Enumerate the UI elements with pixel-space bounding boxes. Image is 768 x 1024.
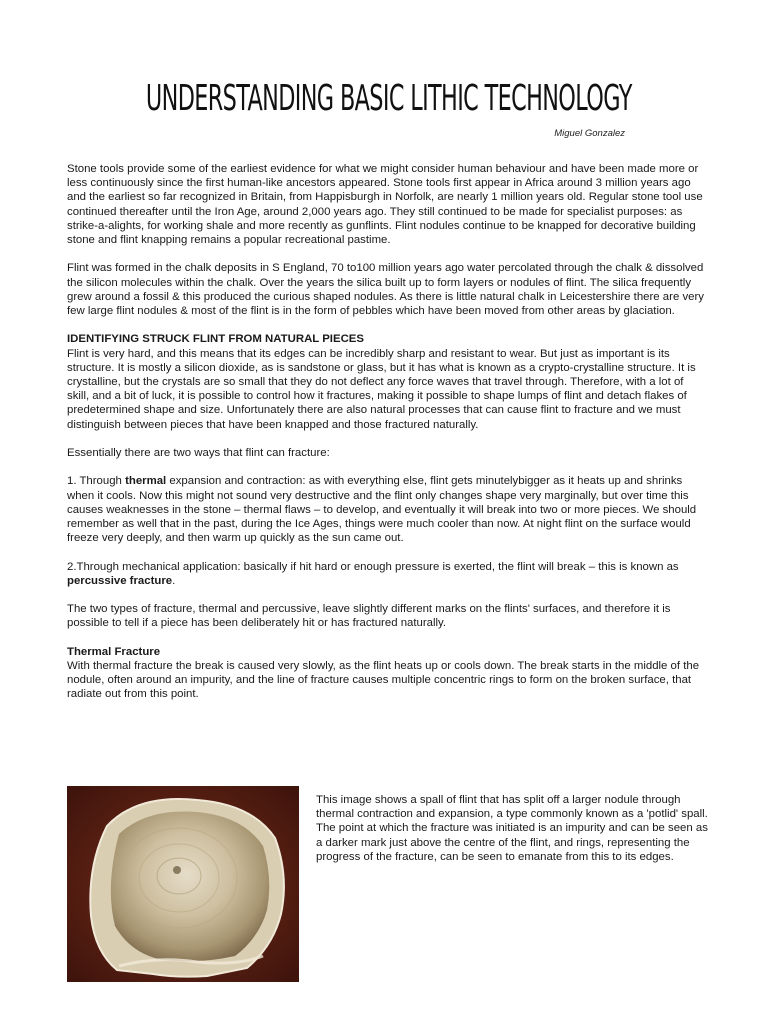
item2-rest: .: [172, 574, 176, 587]
flint-spall-illustration: [67, 786, 299, 982]
fracture-item-thermal: [67, 474, 707, 545]
document-body: [67, 162, 707, 716]
identifying-paragraph-1: Flint is very hard, and this means that its edges can be incredibly sharp and resistant to wear. But just as important is its structure. It is mostly a silicon dioxide, as is sandstone or glass, but it has what is known as a crypto-crystalline structure. It is crystalline, but the crystals are so small that they do not deflect any force waves that travel through. Therefore, with a lot of skill, and a bit of luck, it is possible to control how it fractures, making it possible to shape lumps of flint and detach flakes of predetermined shape and size. Unfortunately there are also natural processes that can cause flint to fracture and we must distinguish between pieces that have been knapped and those fractured naturally.: [67, 347, 696, 431]
figure-caption: This image shows a spall of flint that has split off a larger nodule through thermal contraction and expansion, a type commonly known as a 'potlid' spall. The point at which the fracture was initiated is an impurity and can be seen as a darker mark just above the centre of the flint, and rings, representing the progress of the fracture, can be seen to emanate from this to its edges.: [316, 794, 708, 863]
section-heading-thermal: Thermal Fracture: [67, 645, 161, 658]
item1-prefix: 1. Through: [67, 475, 126, 488]
fracture-item-percussive: [67, 560, 707, 588]
intro-paragraph-1: Stone tools provide some of the earliest evidence for what we might consider human behaviour and have been made more or less continuously since the first human-like ancestors appeared. Stone tools first appear in Africa around 3 million years ago and the earliest so far recognized in Britain, from Happisburgh in Norfolk, are nearly 1 million years old. Regular stone tool use continued thereafter until the Iron Age, around 2,000 years ago. They still continued to be made for specialist purposes: as strike-a-alights, for working shale and more recently as gunflints. Flint nodules continue to be knapped for decorative building stone and flint knapping remains a popular recreational pastime.: [67, 163, 703, 247]
item2-prefix: 2.Through mechanical application: basically if hit hard or enough pressure is exerted, the flint will break – this is known as: [67, 560, 679, 573]
item2-bold: percussive fracture: [67, 574, 173, 587]
item1-bold: thermal: [125, 475, 167, 488]
flint-spall-photo: [67, 786, 299, 982]
document-title: UNDERSTANDING BASIC LITHIC TECHNOLOGY: [145, 78, 632, 119]
intro-paragraph-2: Flint was formed in the chalk deposits in S England, 70 to100 million years ago water percolated through the chalk & dissolved the silicon molecules within the chalk. Over the years the silica built up to form layers or nodules of flint. The silica frequently grew around a fossil & this produced the curious shaped nodules. As there is little natural chalk in Leicestershire there are very few large flint nodules & most of the flint is in the form of pebbles which have been moved from other areas by glaciation.: [67, 262, 704, 318]
identifying-paragraph-3: The two types of fracture, thermal and percussive, leave slightly different marks on the flints' surfaces, and therefore it is possible to tell if a piece has been deliberately hit or has fractured naturally.: [67, 603, 671, 630]
thermal-paragraph-1: With thermal fracture the break is caused very slowly, as the flint heats up or cools down. The break starts in the middle of the nodule, often around an impurity, and the line of fracture causes multiple concentric rings to form on the broken surface, that radiate out from this point.: [67, 660, 700, 701]
section-heading-identifying: IDENTIFYING STRUCK FLINT FROM NATURAL PIECES: [67, 333, 364, 346]
identifying-paragraph-2: Essentially there are two ways that flint can fracture:: [67, 447, 330, 460]
item1-rest: expansion and contraction: as with everything else, flint gets minutelybigger as it heats up and shrinks when it cools. Now this might not sound very destructive and the flint only changes shape very marginally, but over time this causes weaknesses in the stone – thermal flaws – to develop, and eventually it will break into two or more pieces. We should remember as well that in the past, during the Ice Ages, things were much cooler than now. At night flint on the surface would freeze very deeply, and then warm up quickly as the sun came out.: [67, 475, 697, 545]
author-name: Miguel Gonzalez: [554, 128, 625, 139]
